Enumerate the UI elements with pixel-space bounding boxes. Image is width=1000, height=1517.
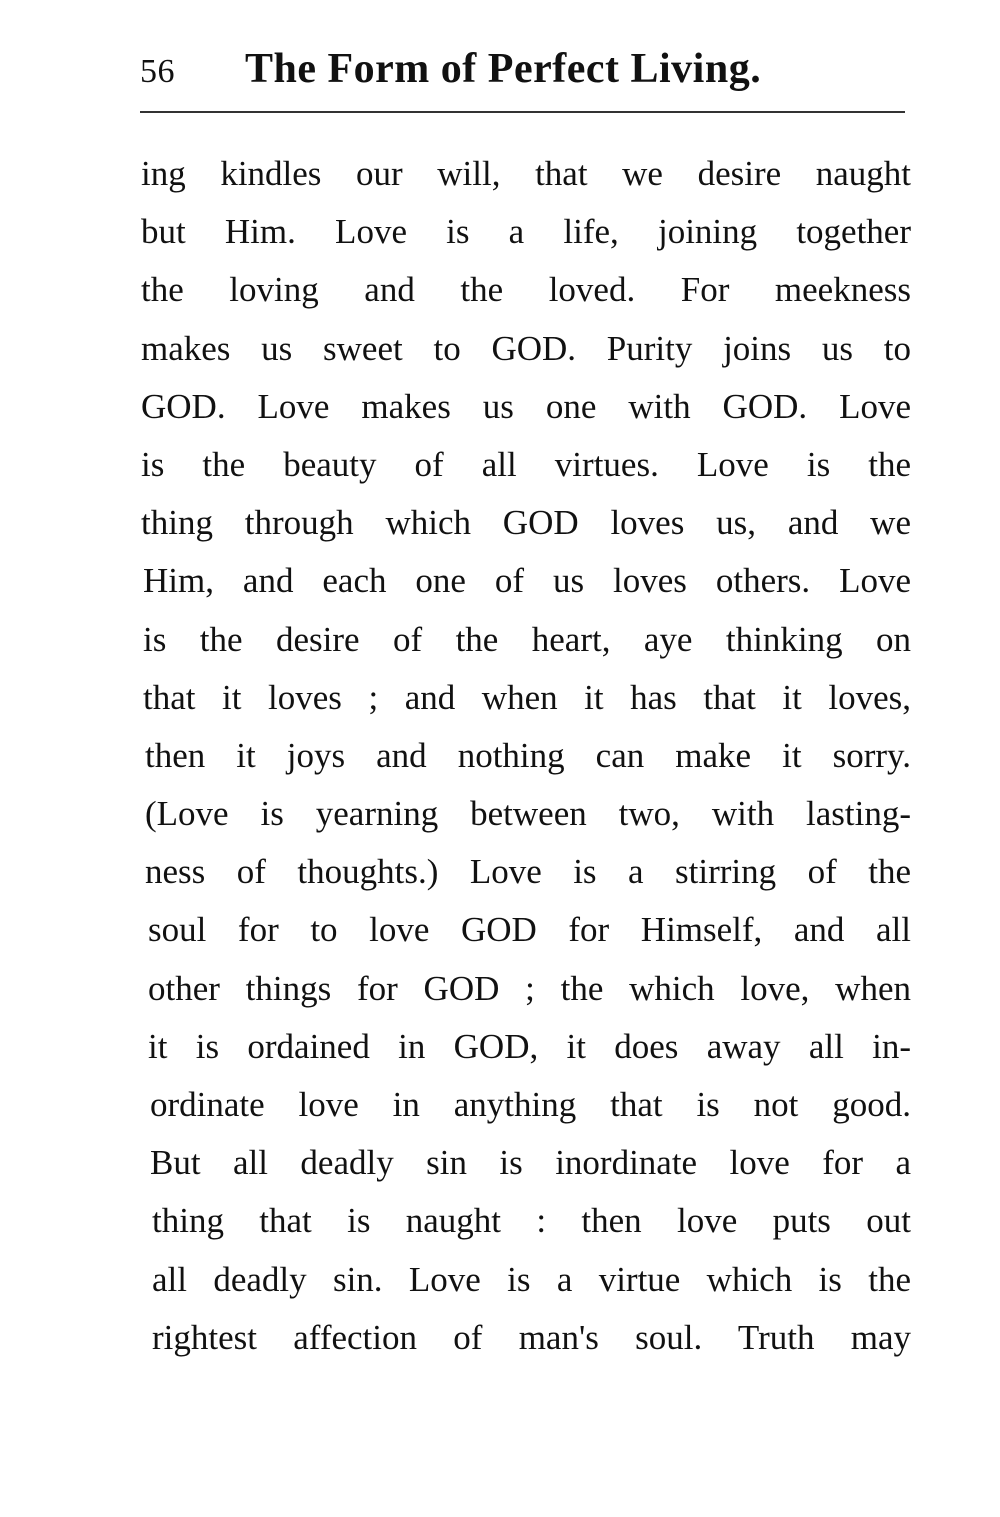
- text-line: but Him. Love is a life, joining together: [141, 212, 911, 252]
- text-line: other things for GOD ; the which love, when: [148, 968, 911, 1008]
- text-line: thing that is naught : then love puts out: [152, 1201, 911, 1241]
- text-line: all deadly sin. Love is a virtue which is the: [152, 1259, 911, 1299]
- text-line: ing kindles our will, that we desire naught: [141, 154, 911, 193]
- text-line: makes us sweet to GOD. Purity joins us to: [141, 328, 911, 368]
- text-line: ness of thoughts.) Love is a stirring of the: [145, 852, 911, 892]
- text-line: it is ordained in GOD, it does away all in-: [148, 1026, 911, 1066]
- text-line: Him, and each one of us loves others. Love: [143, 561, 911, 601]
- page-number: 56: [140, 53, 175, 90]
- text-line: rightest affection of man's soul. Truth may: [152, 1317, 911, 1357]
- body-text: [141, 145, 911, 1367]
- header-divider: [140, 111, 905, 113]
- text-line: (Love is yearning between two, with lasting-: [145, 794, 911, 834]
- text-line: then it joys and nothing can make it sorry.: [145, 735, 911, 775]
- text-line: the loving and the loved. For meekness: [141, 270, 911, 310]
- text-line: ordinate love in anything that is not good.: [150, 1085, 911, 1124]
- text-line: thing through which GOD loves us, and we: [141, 503, 911, 543]
- text-line: soul for to love GOD for Himself, and all: [148, 910, 911, 950]
- text-line: is the beauty of all virtues. Love is the: [141, 444, 911, 484]
- text-line: GOD. Love makes us one with GOD. Love: [141, 386, 911, 426]
- text-line: But all deadly sin is inordinate love for a: [150, 1143, 911, 1183]
- text-line: is the desire of the heart, aye thinking on: [143, 619, 911, 659]
- text-line: that it loves ; and when it has that it loves,: [143, 677, 911, 717]
- running-head: [140, 44, 910, 104]
- running-title: The Form of Perfect Living.: [245, 46, 762, 92]
